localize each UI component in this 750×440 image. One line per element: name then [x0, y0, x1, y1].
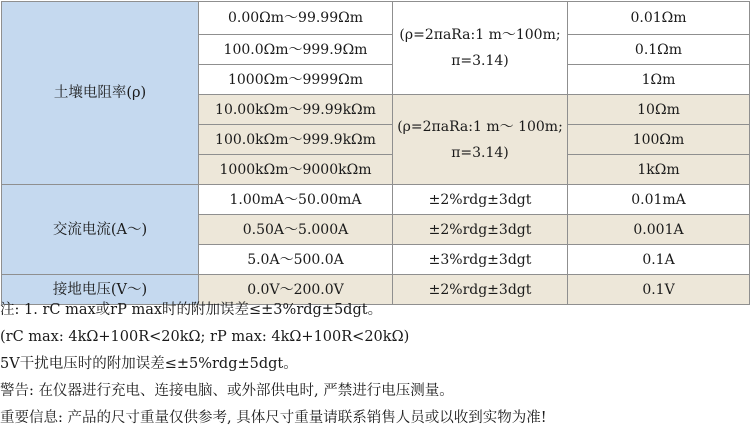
range-cell: 0.00Ωm～99.99Ωm	[199, 2, 393, 35]
notes-section	[0, 300, 750, 435]
ac-current-label: 交流电流(A～)	[2, 185, 199, 275]
soil-resistivity-label: 土壤电阻率(ρ)	[2, 2, 199, 185]
range-cell: 100.0Ωm～999.9Ωm	[199, 35, 393, 65]
note-line: 5V干扰电压时的附加误差≤±5%rdg±5dgt。	[0, 356, 298, 372]
accuracy-cell: ±3%rdg±3dgt	[393, 245, 568, 275]
accuracy-cell: ±2%rdg±3dgt	[393, 185, 568, 215]
resolution-cell: 0.01mA	[568, 185, 750, 215]
accuracy-cell: ±2%rdg±3dgt	[393, 275, 568, 305]
range-cell: 1000kΩm～9000kΩm	[199, 155, 393, 185]
range-cell: 5.0A～500.0A	[199, 245, 393, 275]
range-cell: 10.00kΩm～99.99kΩm	[199, 95, 393, 125]
range-cell: 1.00mA～50.00mA	[199, 185, 393, 215]
resolution-cell: 0.001A	[568, 215, 750, 245]
range-cell: 0.0V～200.0V	[199, 275, 393, 305]
resolution-cell: 10Ωm	[568, 95, 750, 125]
note-line: (rC max: 4kΩ+100R<20kΩ; rP max: 4kΩ+100R<20kΩ)	[0, 329, 410, 345]
resolution-cell: 1kΩm	[568, 155, 750, 185]
range-cell: 100.0kΩm～999.9kΩm	[199, 125, 393, 155]
table-row	[2, 185, 750, 215]
table-row	[2, 2, 750, 35]
accuracy-cell: (ρ=2πaRa:1 m～ 100m; π=3.14)	[393, 95, 568, 185]
warning-line: 警告: 在仪器进行充电、连接电脑、或外部供电时, 严禁进行电压测量。	[0, 383, 454, 399]
range-cell: 0.50A～5.000A	[199, 215, 393, 245]
range-cell: 1000Ωm～9999Ωm	[199, 65, 393, 95]
important-info-line: 重要信息: 产品的尺寸重量仅供参考, 具体尺寸重量请联系销售人员或以收到实物为准!	[0, 410, 547, 426]
resolution-cell: 100Ωm	[568, 125, 750, 155]
spec-table	[1, 1, 750, 305]
ground-voltage-label: 接地电压(V～)	[2, 275, 199, 305]
resolution-cell: 0.01Ωm	[568, 2, 750, 35]
accuracy-cell: ±2%rdg±3dgt	[393, 215, 568, 245]
note-line: 注: 1. rC max或rP max时的附加误差≤±3%rdg±5dgt。	[0, 302, 383, 318]
accuracy-cell: (ρ=2πaRa:1 m～100m; π=3.14)	[393, 2, 568, 95]
resolution-cell: 0.1Ωm	[568, 35, 750, 65]
resolution-cell: 1Ωm	[568, 65, 750, 95]
resolution-cell: 0.1A	[568, 245, 750, 275]
resolution-cell: 0.1V	[568, 275, 750, 305]
